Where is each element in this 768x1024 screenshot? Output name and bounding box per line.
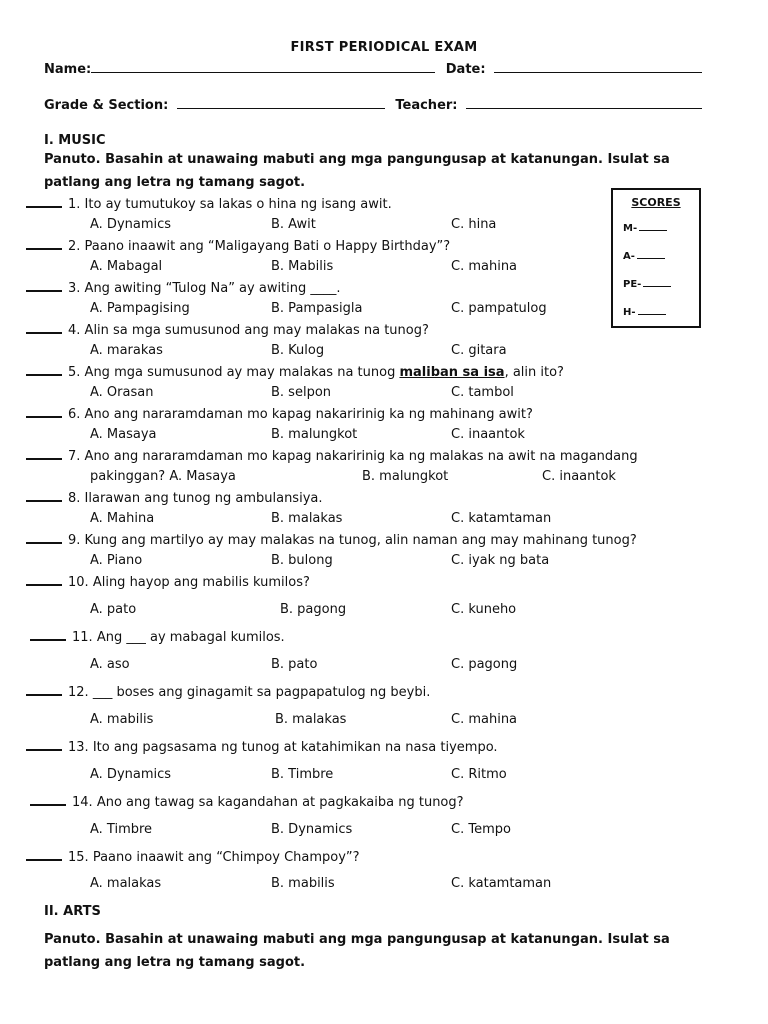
option-11c: C. pagong: [451, 657, 518, 672]
arts-instructions: Panuto. Basahin at unawaing mabuti ang mga pangungusap at katanungan. Isulat sa patlang ang letra ng tamang sagot.: [44, 932, 670, 970]
option-12c: C. mahina: [451, 712, 518, 727]
emphasis-maliban: maliban sa isa: [399, 365, 505, 380]
grade-teacher-row: [44, 96, 702, 113]
question-5: 5. Ang mga sumusunod ay may malakas na tunog maliban sa isa, alin ito?: [26, 364, 564, 380]
option-1a: A. Dynamics: [90, 217, 172, 232]
option-8a: A. Mahina: [90, 511, 155, 526]
option-10c: C. kuneho: [451, 602, 517, 617]
question-13: 13. Ito ang pagsasama ng tunog at katahimikan na nasa tiyempo.: [26, 739, 498, 755]
score-pe: PE-: [623, 278, 671, 290]
question-7-cont: pakinggan? A. Masaya: [90, 469, 236, 484]
option-13a: A. Dynamics: [90, 767, 172, 782]
name-field[interactable]: [91, 60, 435, 73]
name-label: Name:: [44, 62, 92, 77]
option-1b: B. Awit: [271, 217, 316, 232]
option-9b: B. bulong: [271, 553, 333, 568]
option-10a: A. pato: [90, 602, 137, 617]
date-label: Date:: [445, 62, 486, 77]
score-health-field[interactable]: [638, 306, 666, 315]
option-14b: B. Dynamics: [271, 822, 353, 837]
option-11b: B. pato: [271, 657, 318, 672]
option-15a: A. malakas: [90, 876, 162, 891]
answer-blank-14[interactable]: [30, 794, 66, 806]
option-10b: B. pagong: [280, 602, 347, 617]
option-1c: C. hina: [451, 217, 497, 232]
option-4b: B. Kulog: [271, 343, 325, 358]
option-4a: A. marakas: [90, 343, 163, 358]
option-3b: B. Pampasigla: [271, 301, 363, 316]
option-6a: A. Masaya: [90, 427, 157, 442]
option-6c: C. inaantok: [451, 427, 525, 442]
option-2a: A. Mabagal: [90, 259, 163, 274]
score-music-field[interactable]: [639, 222, 667, 231]
music-heading: I. MUSIC: [44, 133, 106, 148]
question-10: 10. Aling hayop ang mabilis kumilos?: [26, 574, 310, 590]
question-3: 3. Ang awiting “Tulog Na” ay awiting ____.: [26, 280, 341, 296]
option-11a: A. aso: [90, 657, 130, 672]
option-5b: B. selpon: [271, 385, 332, 400]
score-music: M-: [623, 222, 667, 234]
grade-section-field[interactable]: [177, 96, 385, 109]
question-1: 1. Ito ay tumutukoy sa lakas o hina ng isang awit.: [26, 196, 392, 212]
question-9: 9. Kung ang martilyo ay may malakas na tunog, alin naman ang may mahinang tunog?: [26, 532, 637, 548]
exam-title: FIRST PERIODICAL EXAM: [290, 40, 478, 55]
score-arts-field[interactable]: [637, 250, 665, 259]
scores-title: SCORES: [631, 196, 681, 209]
answer-blank-8[interactable]: [26, 490, 62, 502]
option-7c: C. inaantok: [542, 469, 616, 484]
option-12a: A. mabilis: [90, 712, 154, 727]
option-15c: C. katamtaman: [451, 876, 552, 891]
score-health: H-: [623, 306, 666, 318]
answer-blank-13[interactable]: [26, 739, 62, 751]
question-4: 4. Alin sa mga sumusunod ang may malakas na tunog?: [26, 322, 429, 338]
date-field[interactable]: [494, 60, 702, 73]
question-14: 14. Ano ang tawag sa kagandahan at pagkakaiba ng tunog?: [30, 794, 464, 810]
option-14c: C. Tempo: [451, 822, 511, 837]
music-instructions: Panuto. Basahin at unawaing mabuti ang mga pangungusap at katanungan. Isulat sa patlang ang letra ng tamang sagot.: [44, 152, 670, 190]
answer-blank-6[interactable]: [26, 406, 62, 418]
answer-blank-7[interactable]: [26, 448, 62, 460]
question-7: 7. Ano ang nararamdaman mo kapag nakaririnig ka ng malakas na awit na magandang: [26, 448, 638, 464]
answer-blank-12[interactable]: [26, 684, 62, 696]
arts-heading: II. ARTS: [44, 904, 101, 919]
answer-blank-15[interactable]: [26, 849, 62, 861]
teacher-label: Teacher:: [395, 98, 458, 113]
option-12b: B. malakas: [275, 712, 347, 727]
answer-blank-4[interactable]: [26, 322, 62, 334]
option-2c: C. mahina: [451, 259, 518, 274]
score-pe-field[interactable]: [643, 278, 671, 287]
option-14a: A. Timbre: [90, 822, 153, 837]
answer-blank-3[interactable]: [26, 280, 62, 292]
question-2: 2. Paano inaawit ang “Maligayang Bati o Happy Birthday”?: [26, 238, 450, 254]
option-3a: A. Pampagising: [90, 301, 190, 316]
option-13b: B. Timbre: [271, 767, 334, 782]
option-2b: B. Mabilis: [271, 259, 334, 274]
option-9c: C. iyak ng bata: [451, 553, 550, 568]
score-arts: A-: [623, 250, 665, 262]
option-9a: A. Piano: [90, 553, 143, 568]
answer-blank-5[interactable]: [26, 364, 62, 376]
question-12: 12. ___ boses ang ginagamit sa pagpapatulog ng beybi.: [26, 684, 430, 700]
question-8: 8. Ilarawan ang tunog ng ambulansiya.: [26, 490, 322, 506]
answer-blank-11[interactable]: [30, 629, 66, 641]
grade-section-label: Grade & Section:: [44, 98, 169, 113]
question-15: 15. Paano inaawit ang “Chimpoy Champoy”?: [26, 849, 360, 865]
option-8b: B. malakas: [271, 511, 343, 526]
scores-box: [611, 188, 701, 328]
option-15b: B. mabilis: [271, 876, 335, 891]
option-3c: C. pampatulog: [451, 301, 547, 316]
option-13c: C. Ritmo: [451, 767, 507, 782]
option-5c: C. tambol: [451, 385, 514, 400]
answer-blank-10[interactable]: [26, 574, 62, 586]
option-6b: B. malungkot: [271, 427, 358, 442]
option-8c: C. katamtaman: [451, 511, 552, 526]
name-date-row: [44, 60, 702, 77]
answer-blank-1[interactable]: [26, 196, 62, 208]
option-4c: C. gitara: [451, 343, 507, 358]
option-5a: A. Orasan: [90, 385, 154, 400]
option-7b: B. malungkot: [362, 469, 449, 484]
teacher-field[interactable]: [466, 96, 702, 109]
question-6: 6. Ano ang nararamdaman mo kapag nakaririnig ka ng mahinang awit?: [26, 406, 533, 422]
answer-blank-2[interactable]: [26, 238, 62, 250]
answer-blank-9[interactable]: [26, 532, 62, 544]
question-11: 11. Ang ___ ay mabagal kumilos.: [30, 629, 285, 645]
